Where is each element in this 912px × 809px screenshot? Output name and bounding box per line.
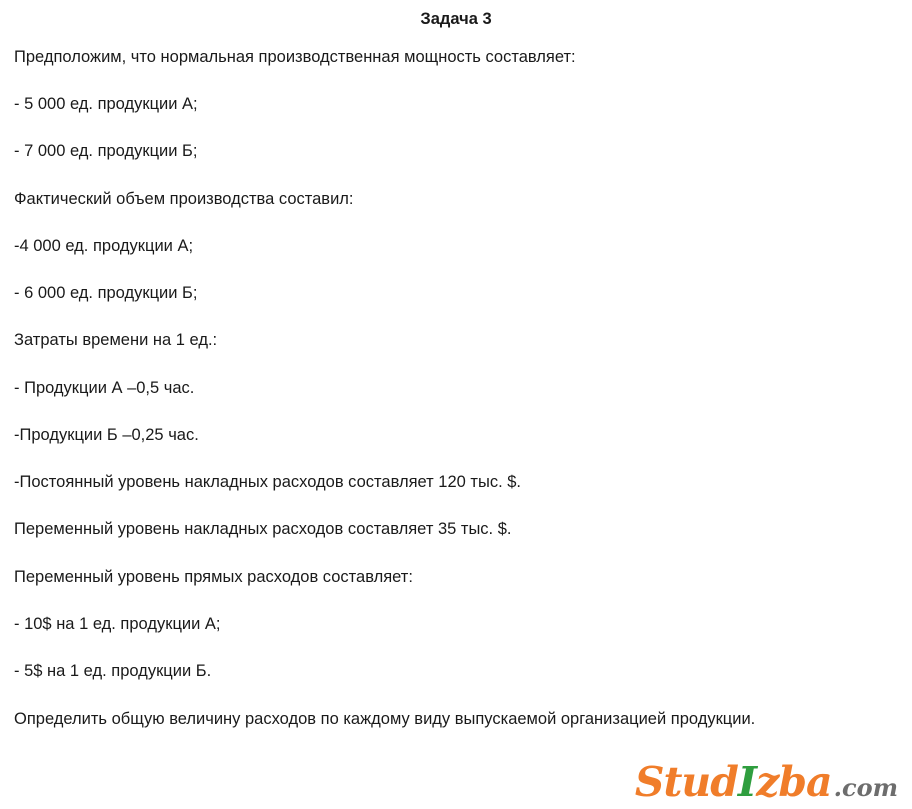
paragraph-1: Предположим, что нормальная производственная мощность составляет: <box>14 47 576 66</box>
paragraph-3: - 7 000 ед. продукции Б; <box>14 142 198 161</box>
paragraph-2: - 5 000 ед. продукции А; <box>14 95 198 114</box>
paragraph-7: Затраты времени на 1 ед.: <box>14 331 218 350</box>
paragraph-14: - 5$ на 1 ед. продукции Б. <box>14 662 212 681</box>
paragraph-10: -Постоянный уровень накладных расходов составляет 120 тыс. $. <box>14 473 522 492</box>
watermark-part-i: I <box>737 758 757 806</box>
page-title: Задача 3 <box>420 10 492 28</box>
paragraph-6: - 6 000 ед. продукции Б; <box>14 284 198 303</box>
watermark-part-zba: zba <box>756 758 832 806</box>
paragraph-5: -4 000 ед. продукции А; <box>14 236 194 255</box>
paragraph-15: Определить общую величину расходов по каждому виду выпускаемой организацией продукции. <box>14 709 756 728</box>
paragraph-12: Переменный уровень прямых расходов составляет: <box>14 567 413 586</box>
watermark-part-stud: Stud <box>634 758 738 806</box>
paragraph-9: -Продукции Б –0,25 час. <box>14 425 199 444</box>
paragraph-4: Фактический объем производства составил: <box>14 189 354 208</box>
watermark-part-dotcom: .com <box>833 773 898 802</box>
studizba-watermark <box>634 757 898 806</box>
paragraph-8: - Продукции А –0,5 час. <box>14 378 195 397</box>
paragraph-13: - 10$ на 1 ед. продукции А; <box>14 614 221 633</box>
paragraph-11: Переменный уровень накладных расходов составляет 35 тыс. $. <box>14 520 512 539</box>
